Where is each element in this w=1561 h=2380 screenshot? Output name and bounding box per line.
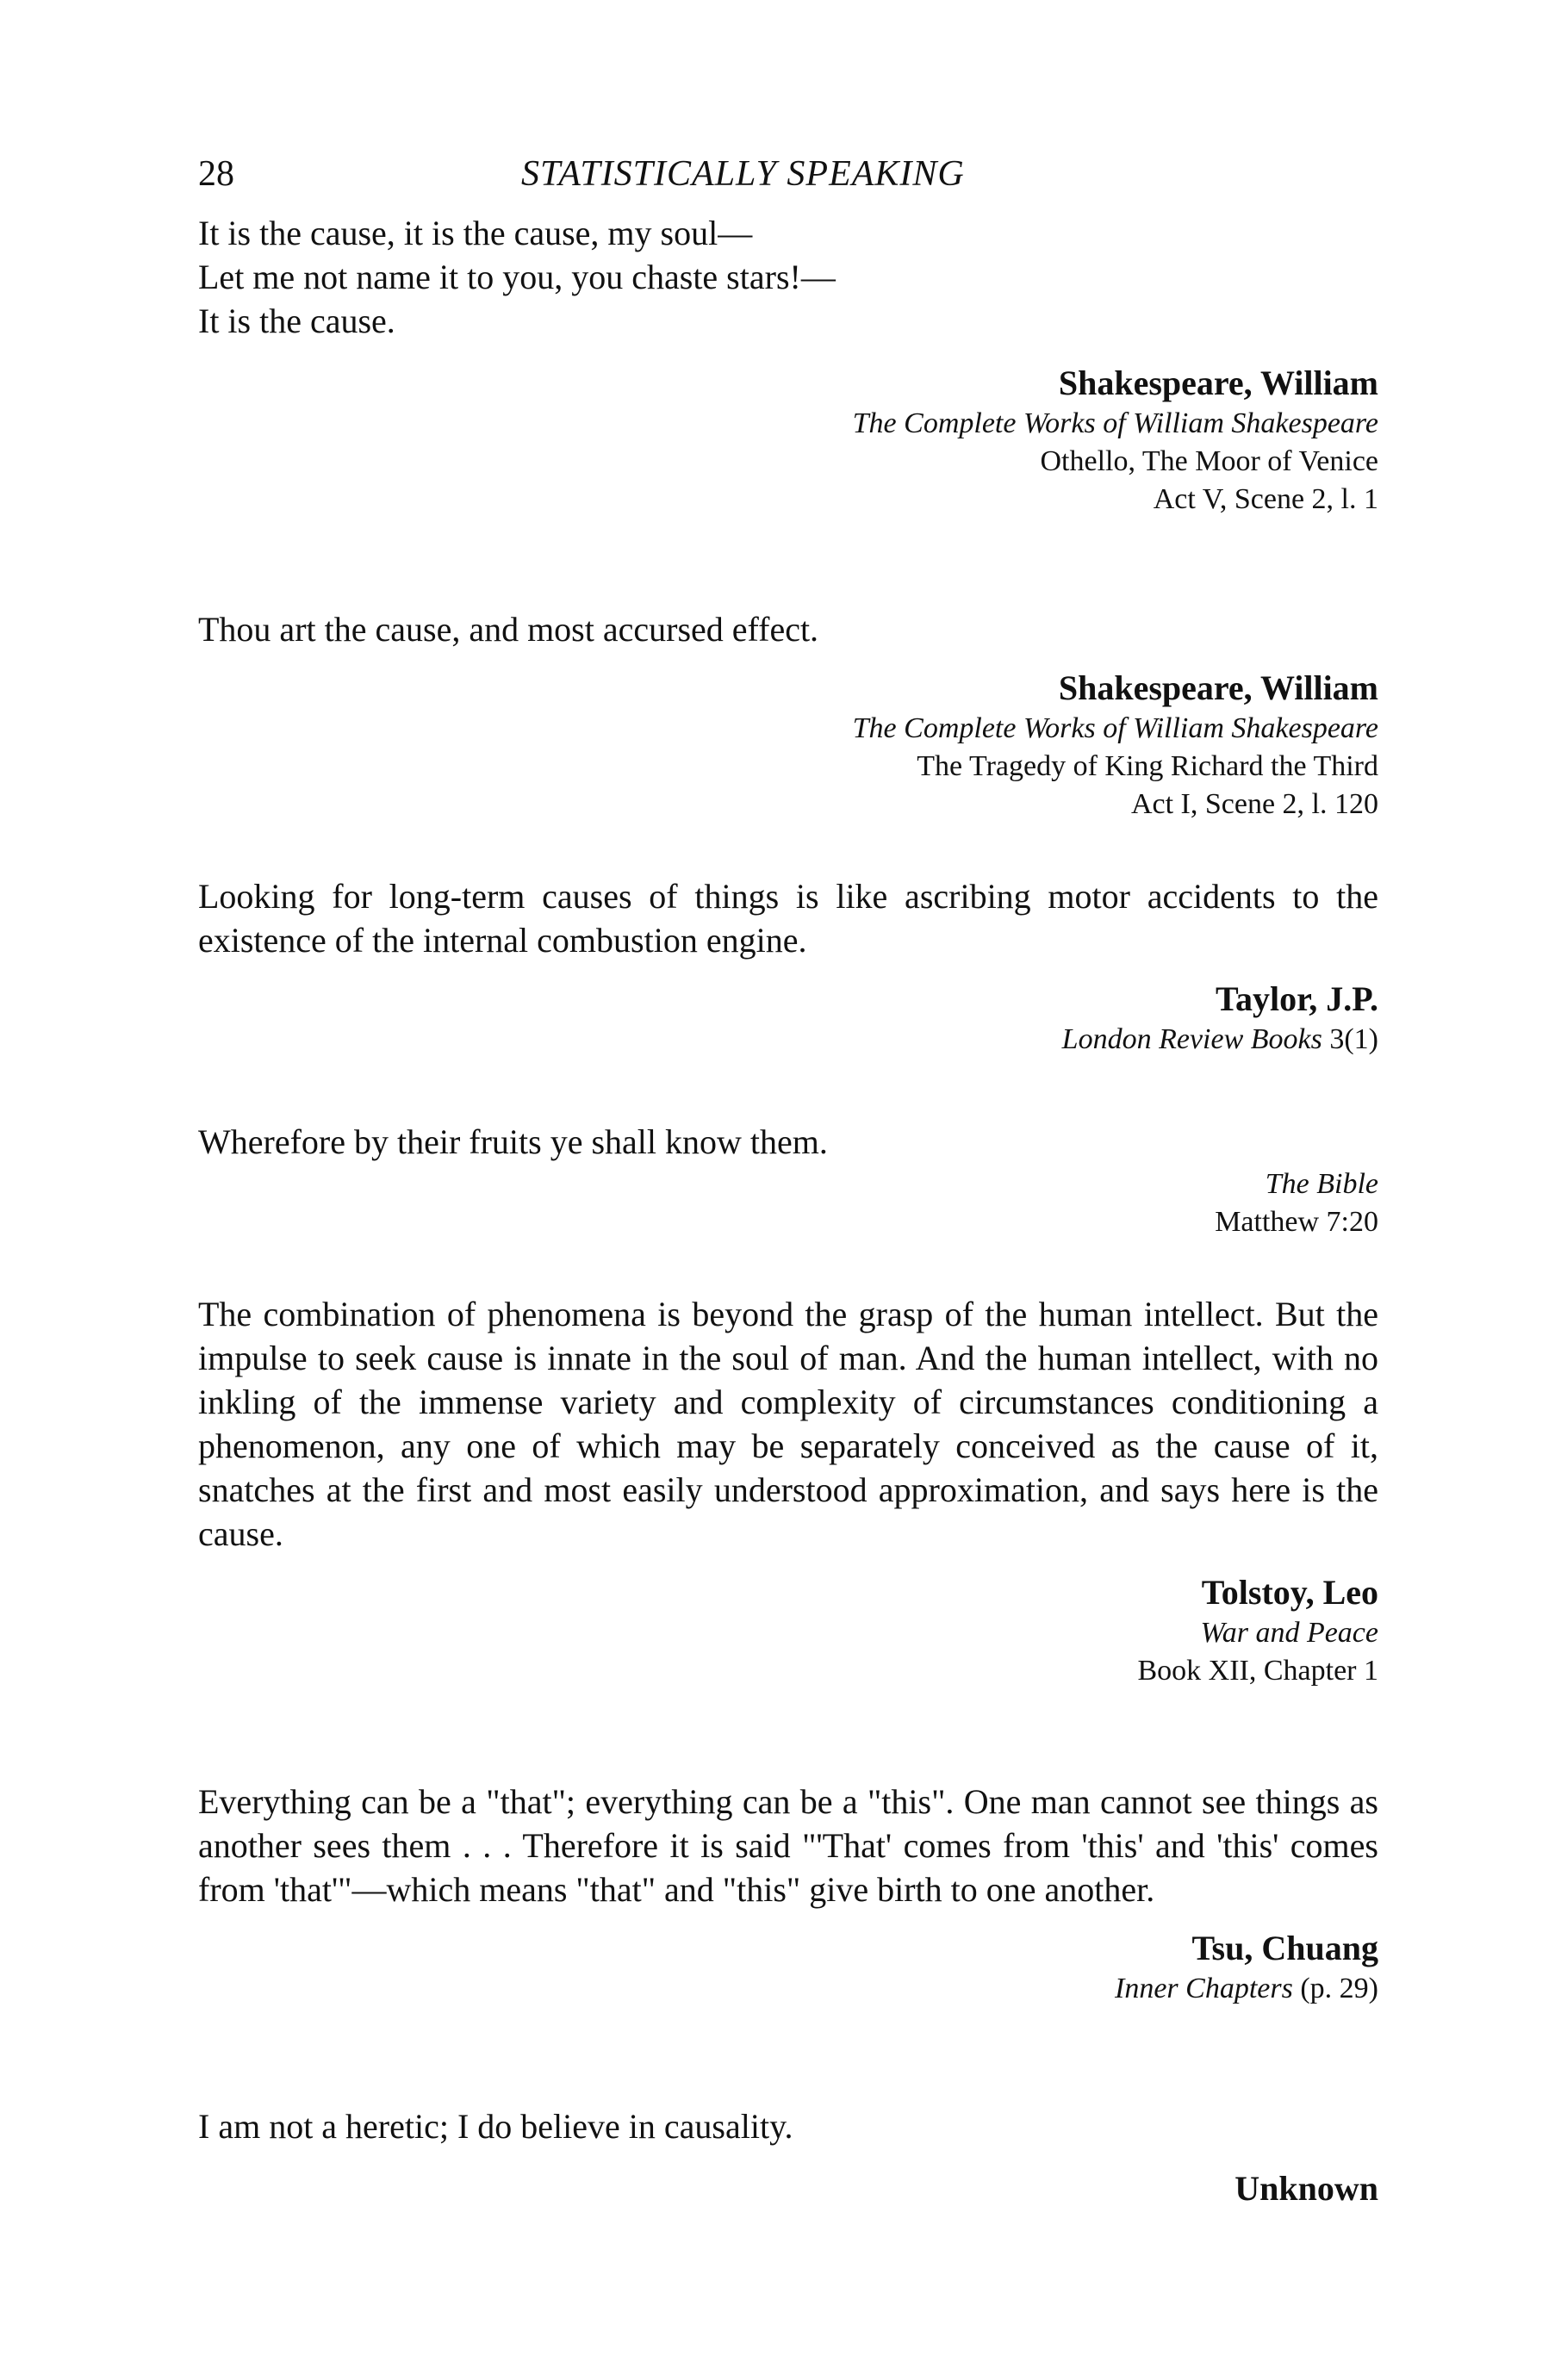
quote-author: Tolstoy, Leo xyxy=(1201,1573,1378,1612)
quote-author: Shakespeare, William xyxy=(1058,364,1378,402)
quote-detail: Othello, The Moor of Venice xyxy=(1040,445,1378,477)
quote-detail: The Tragedy of King Richard the Third xyxy=(917,750,1378,782)
attribution xyxy=(198,667,1378,823)
quote-work-suffix: (p. 29) xyxy=(1292,1973,1378,2004)
quote-work: The Complete Works of William Shakespeare xyxy=(852,712,1378,744)
quote-work: London Review Books xyxy=(1061,1023,1322,1055)
quote-text: The combination of phenomena is beyond the grasp of the human intellect. But the impulse to seek cause is innate in the soul of man. And the human intellect, with no inkling of the immense variety and complexity of circumstances conditioning a phenomenon, any one of which may be separately conceived as the cause of it, snatches at the first and most easily understood approximation, and says here is the cause. xyxy=(198,1295,1378,1553)
quote-work-suffix: 3(1) xyxy=(1322,1023,1378,1055)
quote-work: The Complete Works of William Shakespeare xyxy=(852,407,1378,439)
quote-detail: Act V, Scene 2, l. 1 xyxy=(1153,483,1378,515)
quote-detail: Book XII, Chapter 1 xyxy=(1137,1655,1378,1687)
page-header xyxy=(198,153,1378,205)
quote-text: I am not a heretic; I do believe in causality. xyxy=(198,2107,793,2146)
page-number: 28 xyxy=(198,154,234,194)
quote-text xyxy=(198,211,1378,343)
quote-work: The Bible xyxy=(1265,1168,1378,1200)
quote-source-line xyxy=(198,1970,1378,2008)
quote-text: Everything can be a "that"; everything can be a "this". One man cannot see things as another sees them . . . Therefore it is said "'That' comes from 'this' and 'this' comes from 'that'"—which means "that" and "this" give birth to one another. xyxy=(198,1782,1378,1909)
quote-richard-iii xyxy=(198,607,1378,823)
quote-work: War and Peace xyxy=(1200,1617,1378,1649)
quote-chuang-tsu xyxy=(198,1780,1378,2008)
quote-author: Taylor, J.P. xyxy=(1216,979,1378,1018)
verse-line: It is the cause. xyxy=(198,301,395,340)
quote-author: Unknown xyxy=(1234,2169,1378,2208)
quote-text: Wherefore by their fruits ye shall know them. xyxy=(198,1122,828,1161)
quote-taylor xyxy=(198,874,1378,1059)
quote-tolstoy xyxy=(198,1292,1378,1690)
quote-source-line xyxy=(198,1021,1378,1059)
attribution xyxy=(198,978,1378,1059)
attribution xyxy=(198,1571,1378,1690)
quote-detail: Matthew 7:20 xyxy=(1215,1206,1378,1238)
running-head: STATISTICALLY SPEAKING xyxy=(521,154,965,194)
quote-text: Thou art the cause, and most accursed effect. xyxy=(198,610,819,649)
verse-line: It is the cause, it is the cause, my soul— xyxy=(198,214,753,252)
verse-line: Let me not name it to you, you chaste stars!— xyxy=(198,258,836,296)
quote-detail: Act I, Scene 2, l. 120 xyxy=(1130,788,1378,820)
attribution xyxy=(198,1165,1378,1241)
quote-author: Tsu, Chuang xyxy=(1191,1929,1378,1967)
quote-othello xyxy=(198,211,1378,519)
quote-text: Looking for long-term causes of things is like ascribing motor accidents to the existence of the internal combustion engine. xyxy=(198,877,1378,960)
quote-author: Shakespeare, William xyxy=(1058,668,1378,707)
attribution xyxy=(198,2167,1378,2210)
quote-unknown xyxy=(198,2104,1378,2210)
attribution xyxy=(198,362,1378,519)
quote-work: Inner Chapters xyxy=(1115,1973,1293,2004)
attribution xyxy=(198,1927,1378,2008)
quote-bible xyxy=(198,1120,1378,1241)
